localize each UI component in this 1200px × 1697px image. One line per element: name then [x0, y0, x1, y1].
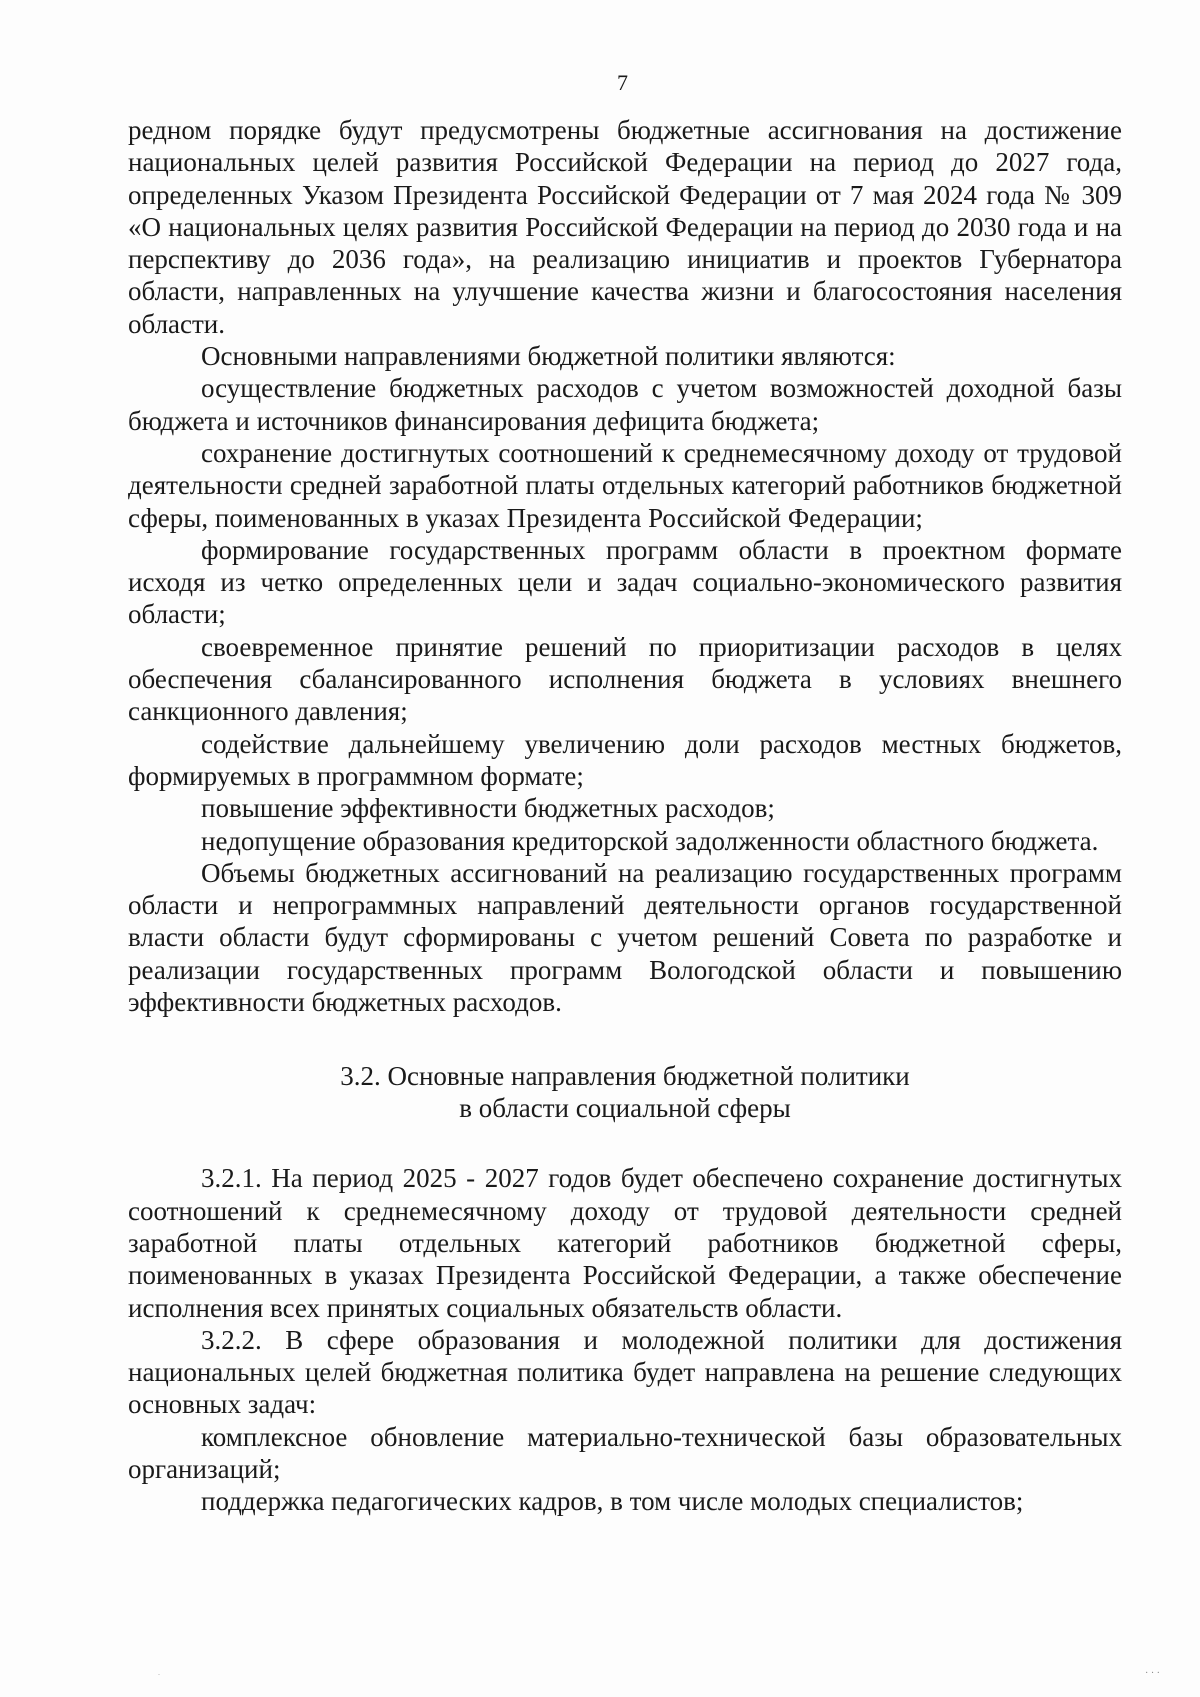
paragraph: формирование государственных программ области в проектном формате исходя из четко определенных цели и задач социально-экономического развития области;: [128, 534, 1122, 630]
paragraph: редном порядке будут предусмотрены бюджетные ассигнования на достижение национальных целей развития Российской Федерации на период до 2027 года, определенных Указом Президента Российской Федерации от 7 мая 2024 года № 309 «О национальных целях развития Российской Федерации на период до 2030 года и на перспективу до 2036 года», на реализацию инициатив и проектов Губернатора области, направленных на улучшение качества жизни и благосостояния населения области.: [128, 115, 1122, 339]
paragraph: своевременное принятие решений по приоритизации расходов в целях обеспечения сбалансированного исполнения бюджета в условиях внешнего санкционного давления;: [128, 631, 1122, 727]
paragraph: Объемы бюджетных ассигнований на реализацию государственных программ области и непрограммных направлений деятельности органов государственной власти области будут сформированы с учетом решений Совета по разработке и реализации государственных программ Вологодской области и повышению эффективности бюджетных расходов.: [128, 857, 1122, 1018]
paragraph: 3.2.1. На период 2025 - 2027 годов будет обеспечено сохранение достигнутых соотношений к среднемесячному доходу от трудовой деятельности средней заработной платы отдельных категорий работников бюджетной сферы, поименованных в указах Президента Российской Федерации, а также обеспечение исполнения всех принятых социальных обязательств области.: [128, 1163, 1122, 1323]
paragraph: содействие дальнейшему увеличению доли расходов местных бюджетов, формируемых в программном формате;: [128, 728, 1122, 791]
paragraph: сохранение достигнутых соотношений к среднемесячному доходу от трудовой деятельности средней заработной платы отдельных категорий работников бюджетной сферы, поименованных в указах Президента Российской Федерации;: [128, 437, 1122, 533]
paragraph: комплексное обновление материально-технической базы образовательных организаций;: [128, 1421, 1122, 1484]
paragraph-group-top: [128, 114, 1122, 1018]
paragraph: осуществление бюджетных расходов с учетом возможностей доходной базы бюджета и источников финансирования дефицита бюджета;: [128, 373, 1122, 436]
section-heading-line-1: 3.2. Основные направления бюджетной политики: [340, 1061, 910, 1092]
paragraph: поддержка педагогических кадров, в том числе молодых специалистов;: [201, 1486, 1024, 1517]
paragraph: 3.2.2. В сфере образования и молодежной политики для достижения национальных целей бюджетная политика будет направлена на решение следующих основных задач:: [128, 1324, 1122, 1420]
paragraph: повышение эффективности бюджетных расходов;: [201, 793, 775, 824]
section-heading-line-2: в области социальной сферы: [459, 1093, 791, 1124]
paragraph: недопущение образования кредиторской задолженности областного бюджета.: [201, 825, 1099, 856]
page-number: 7: [617, 70, 628, 95]
paragraph-group-bottom: [128, 1162, 1122, 1517]
paragraph: Основными направлениями бюджетной политики являются:: [201, 341, 896, 372]
section-heading: [128, 1060, 1122, 1124]
document-body: [128, 114, 1122, 1518]
scan-mark-left: .: [158, 1668, 160, 1677]
scan-mark-corner: · · ·: [1145, 1668, 1160, 1679]
